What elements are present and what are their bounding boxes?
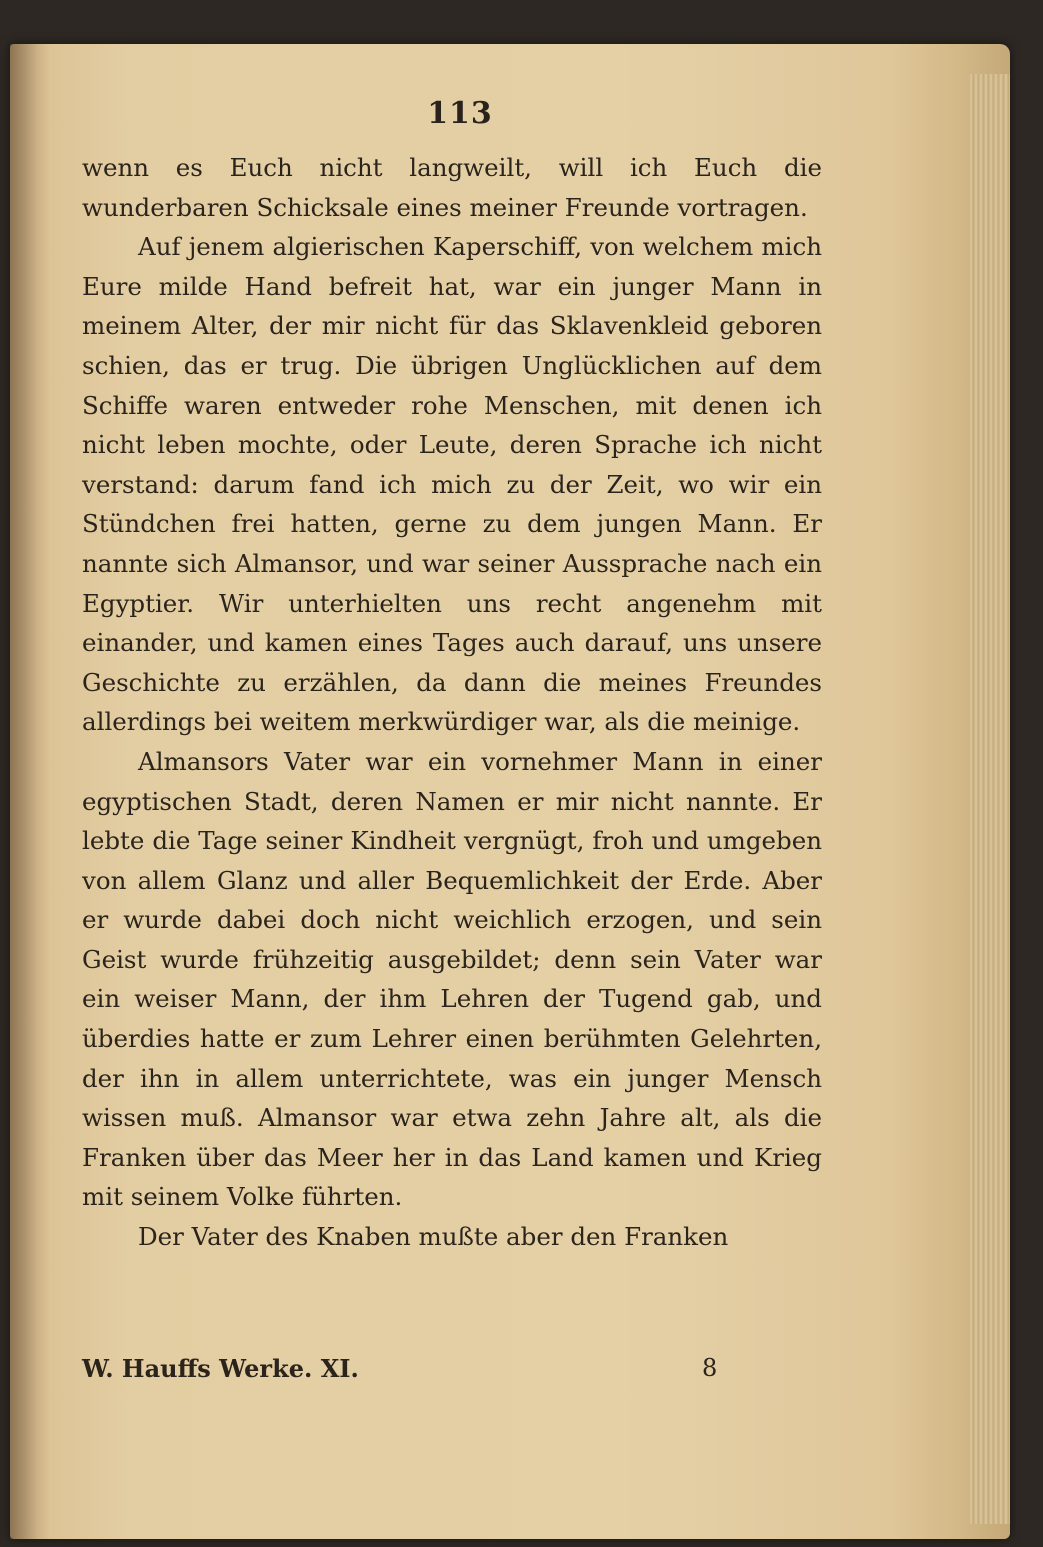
page-gutter-shadow: [10, 44, 50, 1539]
page-stack-edge: [970, 74, 1010, 1524]
body-text: [82, 148, 822, 1257]
paragraph-3: Almansors Vater war ein vornehmer Mann in einer egyptischen Stadt, deren Namen er mir nicht nannte. Er lebte die Tage seiner Kindheit vergnügt, froh und umgeben von allem Glanz und aller Bequemlichkeit der Erde. Aber er wurde dabei doch nicht weichlich erzogen, und sein Geist wurde frühzeitig ausgebildet; denn sein Vater war ein weiser Mann, der ihm Lehren der Tugend gab, und überdies hatte er zum Lehrer einen berühmten Gelehrten, der ihn in allem unterrichtete, was ein junger Mensch wissen muß. Almansor war etwa zehn Jahre alt, als die Franken über das Meer her in das Land kamen und Krieg mit seinem Volke führten.: [82, 746, 822, 1212]
paragraph-2: Auf jenem algierischen Kaperschiff, von welchem mich Eure milde Hand befreit hat, war ein junger Mann in meinem Alter, der mir nicht für das Sklavenkleid geboren schien, das er trug. Die übrigen Unglücklichen auf dem Schiffe waren entweder rohe Menschen, mit denen ich nicht leben mochte, oder Leute, deren Sprache ich nicht verstand: darum fand ich mich zu der Zeit, wo wir ein Stündchen frei hatten, gerne zu dem jungen Mann. Er nannte sich Almansor, und war seiner Aussprache nach ein Egyptier. Wir unterhielten uns recht angenehm mit einander, und kamen eines Tages auch darauf, uns unsere Geschichte zu erzählen, da dann die meines Freundes allerdings bei weitem merkwürdiger war, als die meinige.: [82, 232, 822, 737]
page-number: 113: [427, 96, 493, 131]
book-page: [10, 44, 1010, 1539]
footer-signature: W. Hauffs Werke. XI.: [82, 1354, 359, 1383]
paragraph-4: Der Vater des Knaben mußte aber den Franken: [138, 1222, 729, 1252]
paragraph-1: wenn es Euch nicht langweilt, will ich Euch die wunderbaren Schicksale eines meiner Freunde vortragen.: [82, 153, 822, 222]
footer-sheet-number: 8: [702, 1354, 718, 1382]
